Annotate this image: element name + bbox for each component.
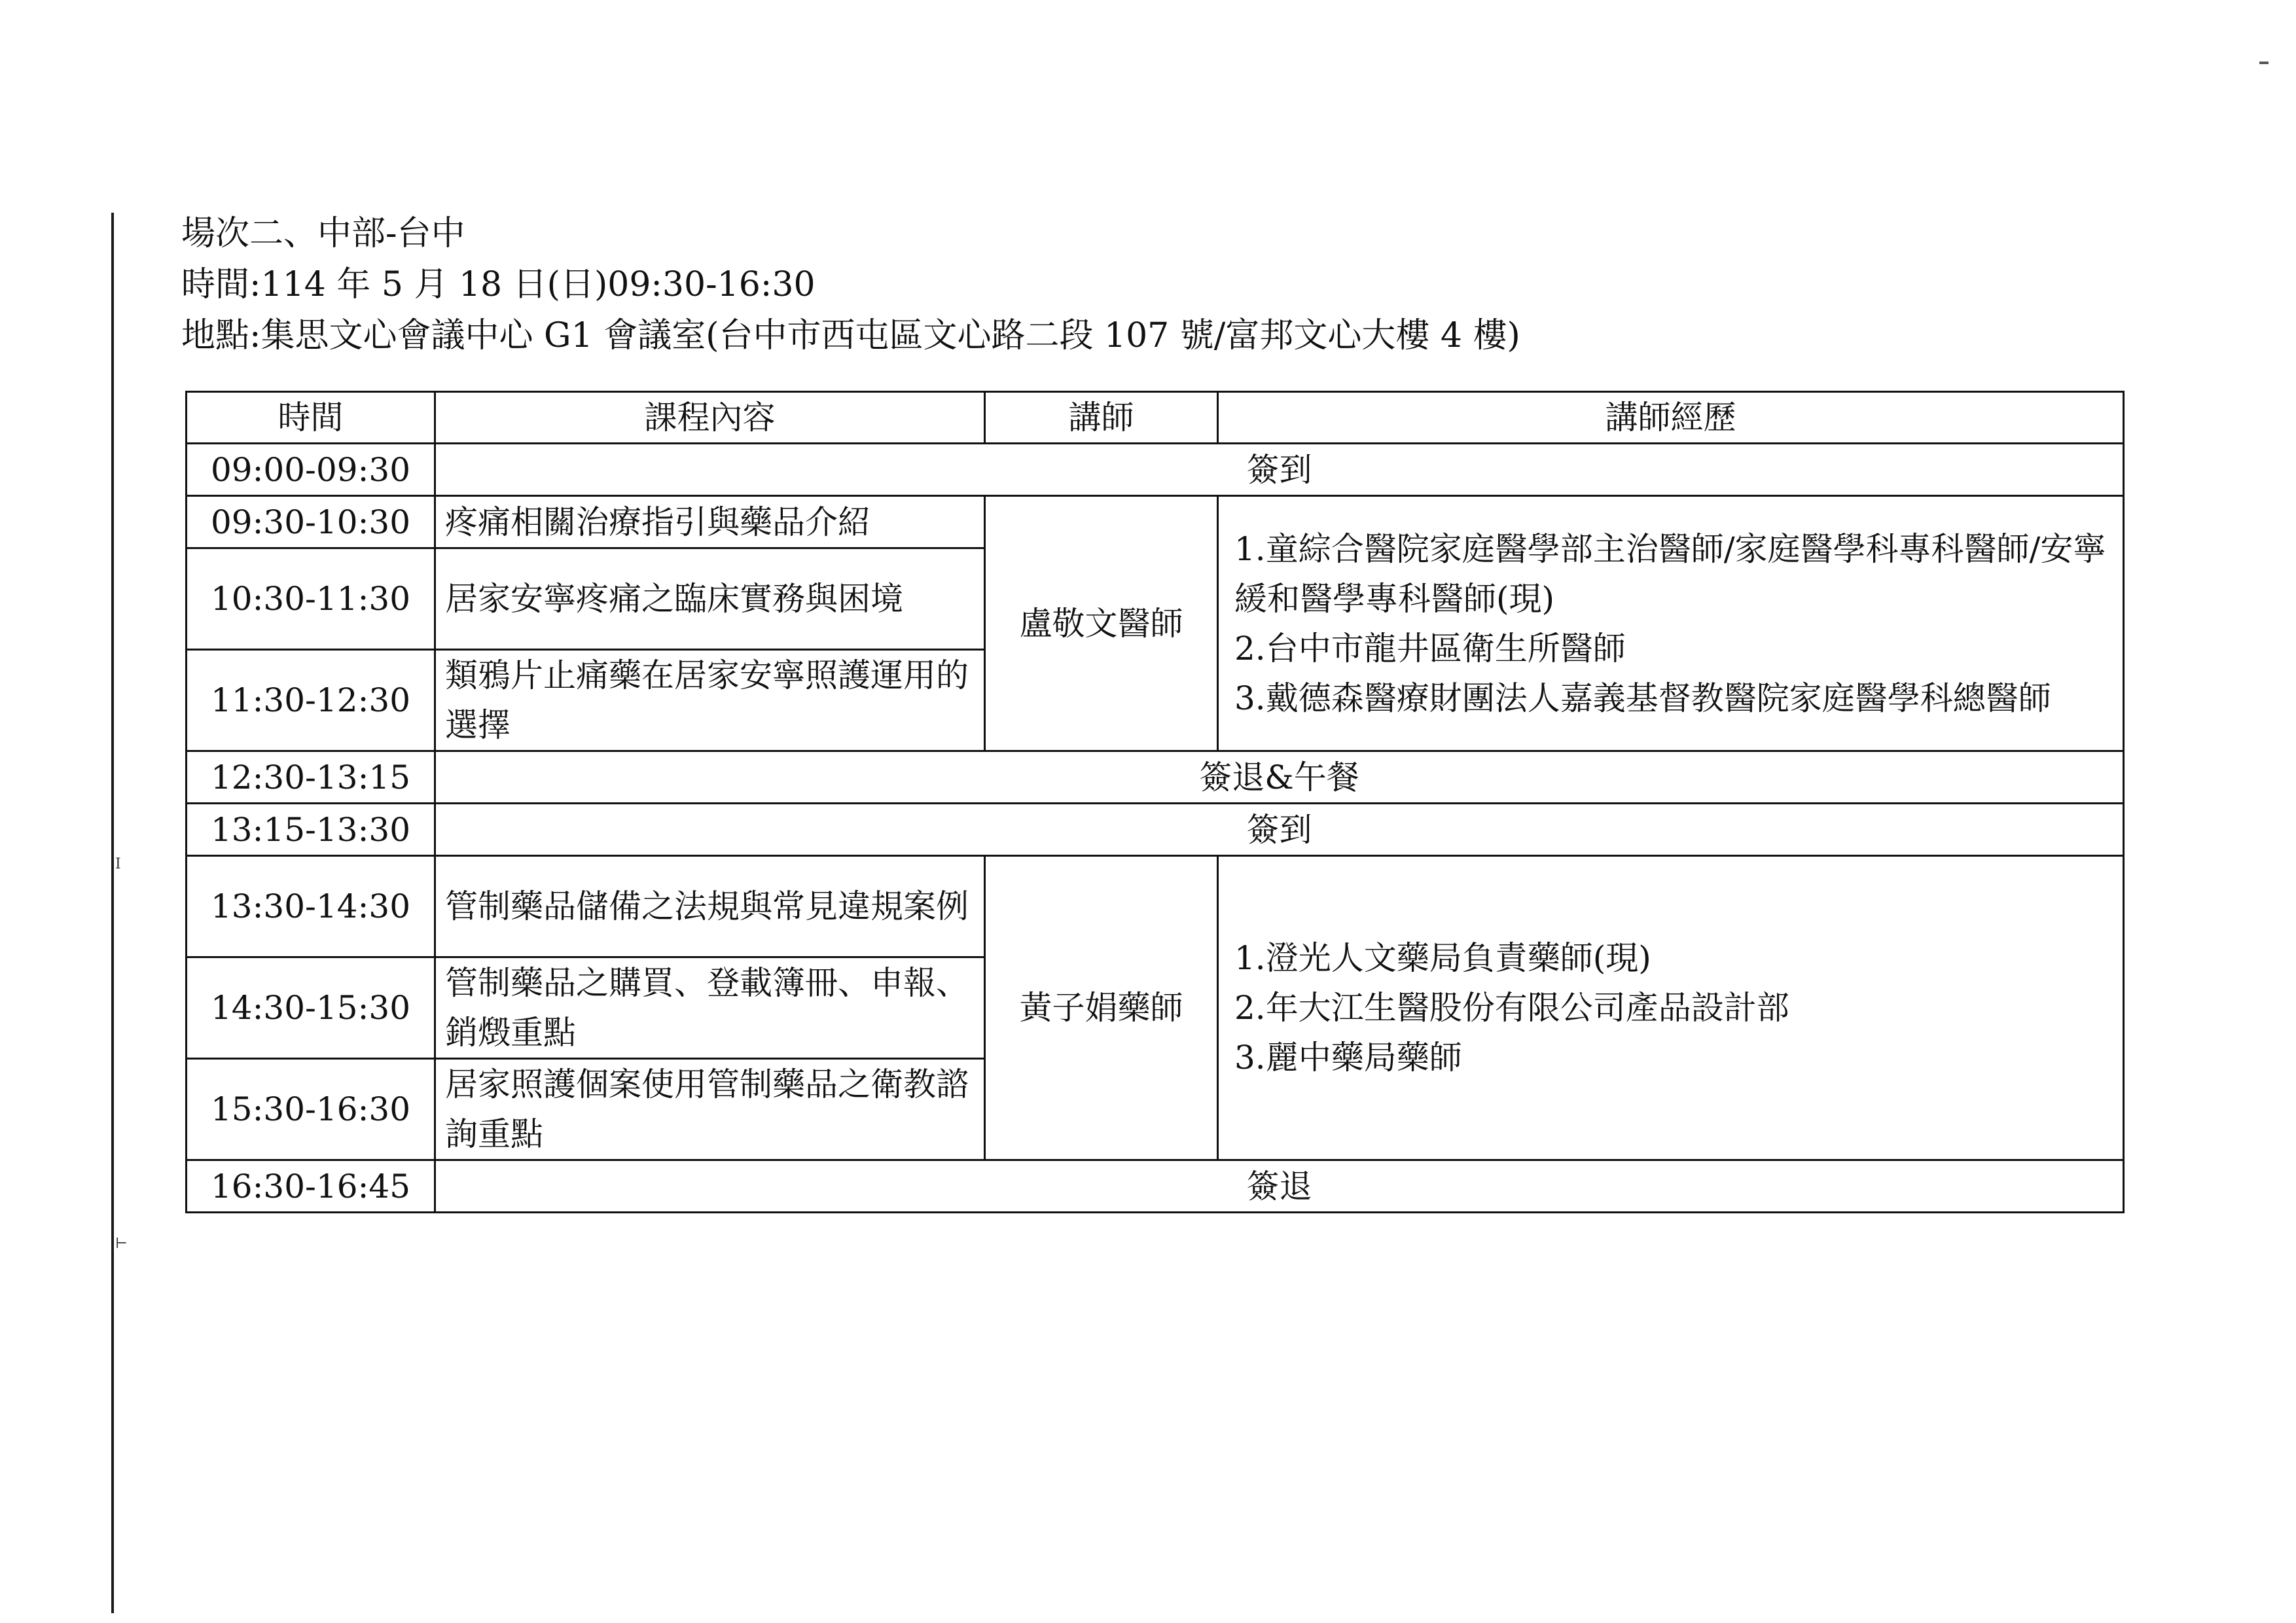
- table-row: [187, 804, 2124, 856]
- document-header: [181, 208, 1520, 361]
- bio-cell: [1218, 496, 2124, 751]
- header-lecturer: 講師: [985, 392, 1218, 444]
- header-bio: 講師經歷: [1218, 392, 2124, 444]
- time-cell: 09:30-10:30: [187, 496, 435, 548]
- bio-line: 3.麗中藥局藥師: [1234, 1039, 1462, 1077]
- bio-line: 3.戴德森醫療財團法人嘉義基督教醫院家庭醫學科總醫師: [1234, 679, 2051, 717]
- scan-margin-mark: ⊢: [115, 1236, 128, 1252]
- topic-cell: 居家照護個案使用管制藥品之衛教諮詢重點: [435, 1059, 985, 1160]
- session-title: 場次二、中部-台中: [181, 214, 465, 253]
- table-header-row: [187, 392, 2124, 444]
- header-topic: 課程內容: [435, 392, 985, 444]
- time-cell: 15:30-16:30: [187, 1059, 435, 1160]
- header-time: 時間: [187, 392, 435, 444]
- time-cell: 14:30-15:30: [187, 957, 435, 1059]
- signout-cell: 簽退: [435, 1160, 2124, 1213]
- schedule-table: [185, 391, 2125, 1213]
- bio-line: 1.童綜合醫院家庭醫學部主治醫師/家庭醫學科專科醫師/安寧緩和醫學專科醫師(現): [1234, 529, 2106, 618]
- time-cell: 13:15-13:30: [187, 804, 435, 856]
- signin-cell: 簽到: [435, 444, 2124, 496]
- table-row: [187, 496, 2124, 548]
- lunch-cell: 簽退&午餐: [435, 751, 2124, 804]
- signin-cell: 簽到: [435, 804, 2124, 856]
- scan-speck: [2259, 62, 2269, 64]
- topic-cell: 管制藥品儲備之法規與常見違規案例: [435, 856, 985, 957]
- time-cell: 13:30-14:30: [187, 856, 435, 957]
- session-location: 地點:集思文心會議中心 G1 會議室(台中市西屯區文心路二段 107 號/富邦文心大樓 4 樓): [181, 316, 1520, 355]
- topic-cell: 類鴉片止痛藥在居家安寧照護運用的選擇: [435, 650, 985, 751]
- lecturer-cell: 盧敬文醫師: [985, 496, 1218, 751]
- time-cell: 10:30-11:30: [187, 548, 435, 650]
- bio-line: 1.澄光人文藥局負責藥師(現): [1234, 939, 1651, 977]
- table-row: [187, 751, 2124, 804]
- table-row: [187, 1160, 2124, 1213]
- time-cell: 09:00-09:30: [187, 444, 435, 496]
- bio-cell: [1218, 856, 2124, 1160]
- lecturer-cell: 黃子娟藥師: [985, 856, 1218, 1160]
- table-row: [187, 856, 2124, 957]
- topic-cell: 疼痛相關治療指引與藥品介紹: [435, 496, 985, 548]
- scan-margin-line: [111, 213, 114, 1613]
- scan-margin-mark: I: [115, 856, 121, 872]
- time-cell: 16:30-16:45: [187, 1160, 435, 1213]
- session-time: 時間:114 年 5 月 18 日(日)09:30-16:30: [181, 265, 816, 304]
- time-cell: 11:30-12:30: [187, 650, 435, 751]
- topic-cell: 居家安寧疼痛之臨床實務與困境: [435, 548, 985, 650]
- bio-line: 2.台中市龍井區衛生所醫師: [1234, 629, 1626, 668]
- bio-line: 2.年大江生醫股份有限公司產品設計部: [1234, 989, 1789, 1027]
- table-row: [187, 444, 2124, 496]
- time-cell: 12:30-13:15: [187, 751, 435, 804]
- topic-cell: 管制藥品之購買、登載簿冊、申報、銷燬重點: [435, 957, 985, 1059]
